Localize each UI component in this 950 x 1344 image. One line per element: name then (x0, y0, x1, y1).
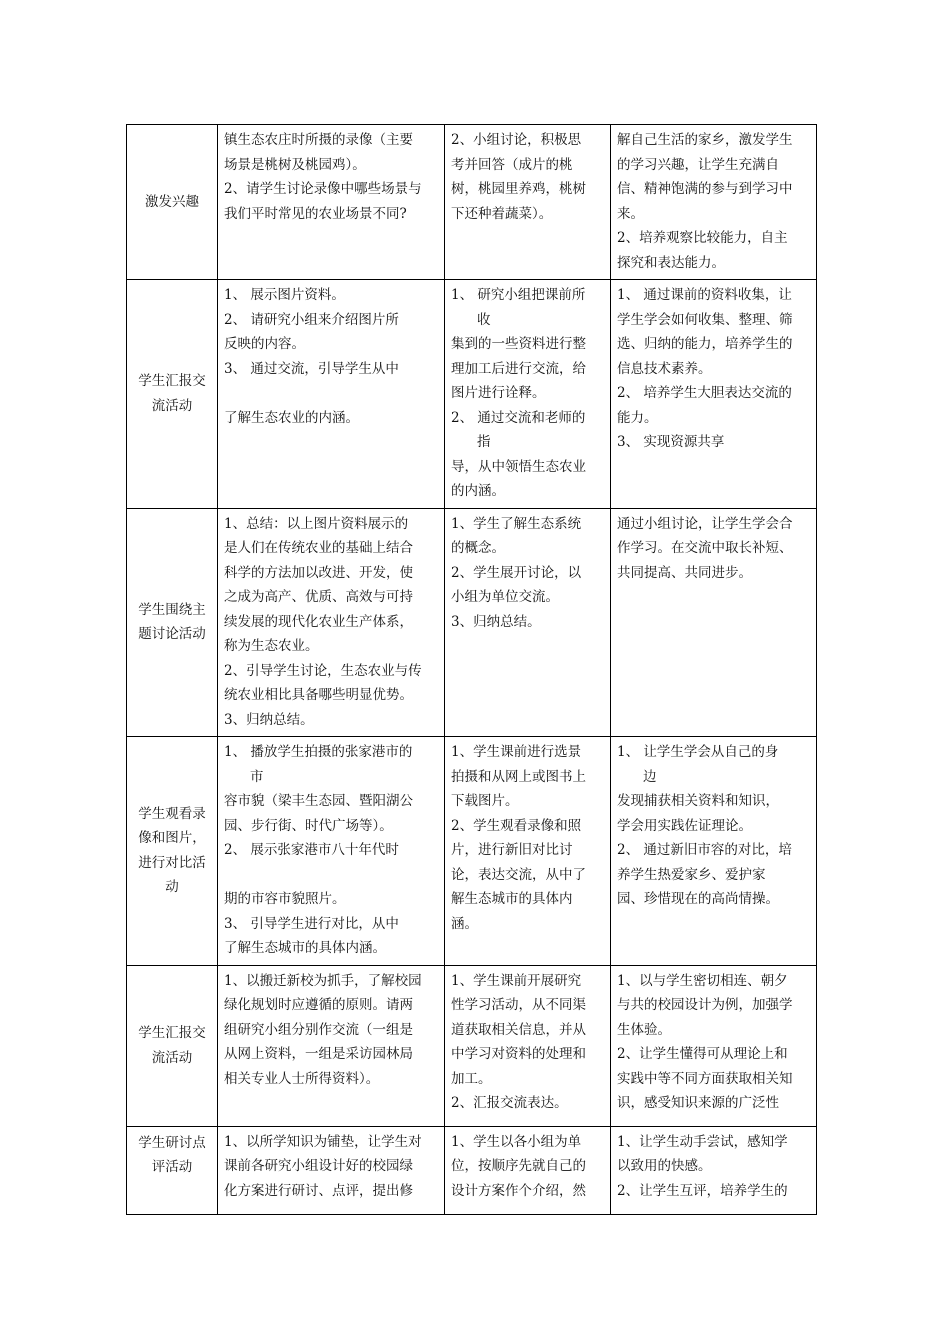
purpose-line: 发现捕获相关资料和知识， (617, 793, 779, 809)
purpose-line: 1、以与学生密切相连、朝夕 (617, 972, 788, 989)
student-line: 1、学生了解生态系统 (451, 515, 582, 532)
stage-line: 学生汇报交 (138, 1025, 206, 1041)
purpose-line: 1、 通过课前的资料收集，让 (617, 287, 792, 303)
student-line: 1、 研究小组把课前所 (451, 287, 586, 303)
teacher-line: 期的市容市貌照片。 (224, 891, 346, 907)
student-line: 1、学生课前开展研究 (451, 972, 582, 989)
stage-cell (127, 965, 218, 1126)
teacher-line: 绿化规划时应遵循的原则。请两 (224, 997, 413, 1013)
stage-line: 学生观看录 (138, 805, 206, 822)
student-line: 道获取相关信息，并从 (451, 1021, 586, 1038)
teacher-line: 是人们在传统农业的基础上结合 (224, 540, 413, 556)
table-row (127, 965, 817, 1126)
purpose-line: 养学生热爱家乡、爱护家 (617, 866, 766, 883)
student-line: 解生态城市的具体内 (451, 891, 573, 907)
stage-cell (127, 1126, 218, 1214)
purpose-line: 2、让学生互评，培养学生的 (617, 1182, 788, 1199)
purpose-line: 2、 培养学生大胆表达交流的 (617, 385, 792, 401)
purpose-cell (611, 280, 817, 509)
purpose-line: 边 (643, 768, 657, 785)
teacher-line: 3、 通过交流，引导学生从中 (224, 360, 399, 377)
teacher-cell (218, 125, 445, 280)
student-cell (445, 965, 611, 1126)
student-line: 设计方案作个介绍，然 (451, 1182, 586, 1199)
purpose-line: 能力。 (617, 409, 658, 426)
teacher-line: 从网上资料，一组是采访园林局 (224, 1046, 413, 1062)
purpose-line: 与共的校园设计为例，加强学 (617, 997, 793, 1013)
student-line: 树，桃园里养鸡，桃树 (451, 181, 586, 197)
purpose-cell (611, 508, 817, 737)
purpose-line: 选、归纳的能力，培养学生的 (617, 336, 793, 352)
purpose-line: 通过小组讨论，让学生学会合 (617, 515, 793, 532)
student-line: 下载图片。 (451, 793, 519, 809)
student-line: 3、归纳总结。 (451, 613, 541, 630)
purpose-line: 解自己生活的家乡，激发学生 (617, 132, 793, 148)
teacher-line: 组研究小组分别作交流（一组是 (224, 1021, 413, 1038)
purpose-line: 生体验。 (617, 1021, 671, 1038)
stage-line: 流活动 (151, 1049, 193, 1066)
purpose-line: 以致用的快感。 (617, 1158, 712, 1174)
purpose-line: 信息技术素养。 (617, 360, 712, 377)
teacher-line (224, 863, 438, 888)
table-row (127, 508, 817, 737)
teacher-line: 容市貌（梁丰生态园、暨阳湖公 (224, 793, 413, 809)
student-line: 2、小组讨论，积极思 (451, 132, 582, 148)
student-cell (445, 508, 611, 737)
student-cell (445, 737, 611, 966)
purpose-line: 共同提高、共同进步。 (617, 564, 752, 581)
student-line: 的内涵。 (451, 483, 505, 499)
purpose-line: 2、让学生懂得可从理论上和 (617, 1046, 788, 1062)
teacher-line: 园、步行街、时代广场等）。 (224, 817, 393, 834)
teacher-line: 2、引导学生讨论，生态农业与传 (224, 662, 422, 679)
teacher-line: 相关专业人士所得资料）。 (224, 1070, 380, 1087)
purpose-line: 的学习兴趣，让学生充满自 (617, 156, 779, 173)
student-line: 涵。 (451, 915, 478, 932)
stage-line: 评活动 (151, 1159, 193, 1175)
teacher-line: 1、 播放学生拍摄的张家港市的 (224, 744, 413, 760)
student-line: 考并回答（成片的桃 (451, 156, 573, 173)
stage-line: 进行对比活 (138, 854, 206, 871)
student-line: 下还种着蔬菜）。 (451, 205, 553, 222)
teacher-line: 科学的方法加以改进、开发，使 (224, 564, 413, 581)
table-row (127, 737, 817, 966)
stage-line: 题讨论活动 (138, 626, 206, 643)
teacher-line: 了解生态城市的具体内涵。 (224, 940, 386, 956)
teacher-line: 之成为高产、优质、高效与可持 (224, 589, 413, 605)
student-cell (445, 125, 611, 280)
teacher-line: 反映的内容。 (224, 336, 305, 352)
student-line: 中学习对资料的处理和 (451, 1046, 586, 1062)
teacher-line: 市 (250, 768, 264, 785)
teacher-cell (218, 737, 445, 966)
student-line: 理加工后进行交流，给 (451, 360, 586, 377)
purpose-line: 信、精神饱满的参与到学习中 (617, 181, 793, 197)
student-cell (445, 280, 611, 509)
teacher-line: 镇生态农庄时所摄的录像（主要 (224, 132, 413, 148)
purpose-cell (611, 1126, 817, 1214)
teacher-cell (218, 965, 445, 1126)
purpose-line: 来。 (617, 205, 644, 222)
teacher-line (224, 381, 438, 406)
purpose-line: 学生学会如何收集、整理、筛 (617, 311, 793, 328)
teacher-cell (218, 1126, 445, 1214)
purpose-line: 园、珍惜现在的高尚情操。 (617, 891, 779, 907)
purpose-line: 3、 实现资源共享 (617, 434, 725, 450)
purpose-line: 识，感受知识来源的广泛性 (617, 1095, 779, 1111)
purpose-line: 2、 通过新旧市容的对比，培 (617, 842, 792, 858)
student-line: 1、学生以各小组为单 (451, 1133, 582, 1150)
teacher-line: 续发展的现代化农业生产体系， (224, 613, 413, 630)
teacher-line: 1、以搬迁新校为抓手，了解校园 (224, 972, 422, 989)
student-line: 小组为单位交流。 (451, 589, 559, 605)
teacher-line: 我们平时常见的农业场景不同? (224, 205, 407, 222)
stage-line: 激发兴趣 (145, 193, 199, 210)
purpose-line: 学会用实践佐证理论。 (617, 817, 752, 834)
purpose-line: 1、 让学生学会从自己的身 (617, 744, 779, 760)
student-line: 图片进行诠释。 (451, 385, 546, 401)
teacher-line: 课前各研究小组设计好的校园绿 (224, 1158, 413, 1174)
teacher-line: 1、以所学知识为铺垫，让学生对 (224, 1133, 422, 1150)
student-line: 2、汇报交流表达。 (451, 1095, 568, 1111)
purpose-cell (611, 965, 817, 1126)
purpose-line: 2、培养观察比较能力，自主 (617, 230, 788, 246)
teacher-line: 化方案进行研讨、点评，提出修 (224, 1182, 413, 1199)
teacher-cell (218, 508, 445, 737)
stage-cell (127, 737, 218, 966)
stage-cell (127, 280, 218, 509)
student-line: 收 (477, 311, 491, 328)
student-line: 1、学生课前进行选景 (451, 744, 582, 760)
stage-line: 学生研讨点 (138, 1134, 206, 1151)
lesson-plan-body (127, 125, 817, 1215)
teacher-line: 场景是桃树及桃园鸡）。 (224, 156, 366, 173)
teacher-line: 1、总结：以上图片资料展示的 (224, 515, 409, 532)
student-line: 加工。 (451, 1070, 492, 1087)
table-row (127, 280, 817, 509)
table-row (127, 1126, 817, 1214)
teacher-line: 了解生态农业的内涵。 (224, 409, 359, 426)
teacher-line: 统农业相比具备哪些明显优势。 (224, 687, 413, 703)
stage-cell (127, 125, 218, 280)
teacher-line: 2、 展示张家港市八十年代时 (224, 842, 399, 858)
student-line: 指 (477, 434, 491, 450)
purpose-cell (611, 125, 817, 280)
purpose-line: 实践中等不同方面获取相关知 (617, 1070, 793, 1087)
student-line: 位，按顺序先就自己的 (451, 1158, 586, 1174)
purpose-line: 1、让学生动手尝试，感知学 (617, 1133, 788, 1150)
teacher-cell (218, 280, 445, 509)
purpose-cell (611, 737, 817, 966)
student-line: 性学习活动，从不同渠 (451, 997, 586, 1013)
student-line: 2、学生观看录像和照 (451, 817, 582, 834)
stage-line: 学生汇报交 (138, 373, 206, 390)
student-cell (445, 1126, 611, 1214)
teacher-line: 1、 展示图片资料。 (224, 287, 345, 303)
student-line: 导，从中领悟生态农业 (451, 458, 586, 475)
student-line: 片，进行新旧对比讨 (451, 842, 573, 858)
teacher-line: 2、 请研究小组来介绍图片所 (224, 311, 399, 328)
stage-line: 动 (165, 879, 179, 896)
lesson-plan-table (126, 124, 817, 1215)
teacher-line: 3、归纳总结。 (224, 711, 314, 728)
purpose-line: 探究和表达能力。 (617, 254, 725, 271)
student-line: 论，表达交流，从中了 (451, 866, 586, 883)
teacher-line: 3、 引导学生进行对比，从中 (224, 915, 399, 932)
stage-cell (127, 508, 218, 737)
table-row (127, 125, 817, 280)
student-line: 2、 通过交流和老师的 (451, 409, 586, 426)
purpose-line: 作学习。在交流中取长补短、 (617, 540, 793, 556)
stage-line: 像和图片， (138, 830, 206, 847)
stage-line: 流活动 (151, 397, 193, 414)
student-line: 拍摄和从网上或图书上 (451, 768, 586, 785)
student-line: 的概念。 (451, 540, 505, 556)
stage-line: 学生围绕主 (138, 601, 206, 618)
student-line: 2、学生展开讨论，以 (451, 564, 582, 581)
student-line: 集到的一些资料进行整 (451, 336, 586, 352)
teacher-line: 称为生态农业。 (224, 638, 319, 654)
teacher-line: 2、请学生讨论录像中哪些场景与 (224, 181, 422, 197)
